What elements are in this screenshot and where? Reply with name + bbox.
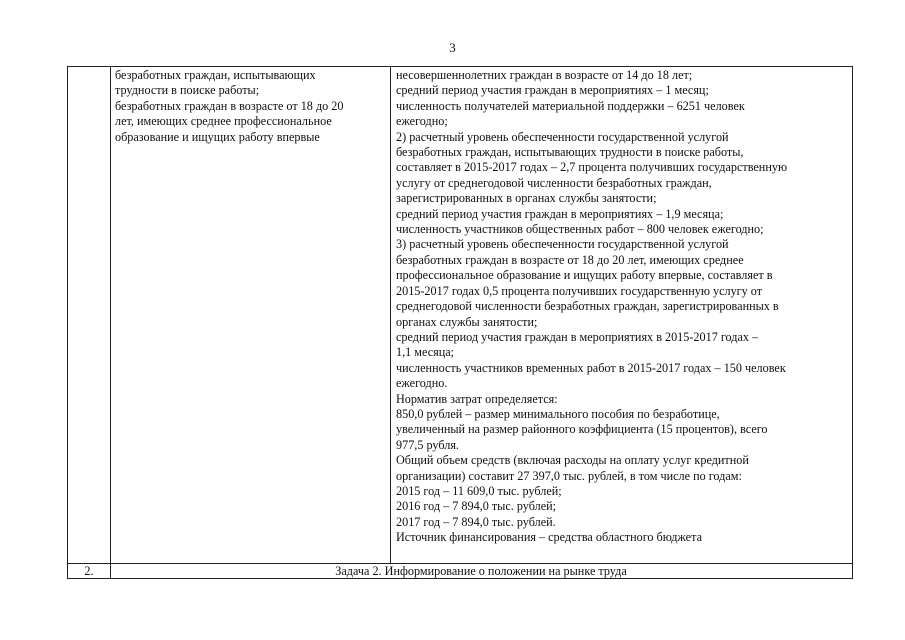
cell-line: безработных граждан в возрасте от 18 до 20 лет, имеющих среднее (396, 252, 744, 267)
cell-line: 2016 год – 7 894,0 тыс. рублей; (396, 499, 557, 514)
cell-line: 977,5 рубля. (396, 437, 459, 452)
cell-line: услугу от среднегодовой численности безработных граждан, (396, 175, 712, 190)
cell-line: профессиональное образование и ищущих работу впервые, составляет в (396, 268, 773, 283)
cell-line: безработных граждан, испытывающих трудности в поиске работы, (396, 145, 744, 160)
cell-line: численность получателей материальной поддержки – 6251 человек (396, 98, 745, 113)
cell-line: организации) составит 27 397,0 тыс. рублей, в том числе по годам: (396, 468, 742, 483)
cell-line: численность участников общественных работ – 800 человек ежегодно; (396, 222, 764, 237)
row-number: 2. (84, 564, 94, 578)
page-number: 3 (449, 40, 456, 55)
cell-line: несовершеннолетних граждан в возрасте от 14 до 18 лет; (396, 68, 693, 82)
cell-line: трудности в поиске работы; (115, 83, 260, 98)
program-table (67, 66, 853, 579)
cell-line: увеличенный на размер районного коэффициента (15 процентов), всего (396, 422, 768, 437)
cell-line: 3) расчетный уровень обеспеченности государственной услугой (396, 237, 729, 252)
cell-line: среднегодовой численности безработных граждан, зарегистрированных в (396, 299, 779, 314)
target-groups-cell (115, 68, 343, 145)
cell-line: 2017 год – 7 894,0 тыс. рублей. (396, 514, 556, 529)
cell-line: средний период участия граждан в мероприятиях – 1 месяц; (396, 83, 709, 98)
task-title: Задача 2. Информирование о положении на рынке труда (335, 564, 627, 578)
cell-line: лет, имеющих среднее профессиональное (115, 114, 332, 129)
cell-line: 2015 год – 11 609,0 тыс. рублей; (396, 483, 562, 498)
cell-line: зарегистрированных в органах службы занятости; (396, 191, 657, 206)
cell-line: Общий объем средств (включая расходы на оплату услуг кредитной (396, 453, 749, 468)
cell-line: образование и ищущих работу впервые (115, 129, 320, 144)
cell-line: численность участников временных работ в 2015-2017 годах – 150 человек (396, 360, 786, 375)
cell-line: ежегодно; (396, 114, 448, 129)
cell-line: безработных граждан, испытывающих (115, 68, 316, 82)
cell-line: ежегодно. (396, 376, 448, 391)
cell-line: безработных граждан в возрасте от 18 до 20 (115, 98, 344, 113)
cell-line: органах службы занятости; (396, 314, 538, 329)
table-column-divider (110, 67, 111, 578)
cell-line: средний период участия граждан в мероприятиях в 2015-2017 годах – (396, 329, 759, 344)
cell-line: 850,0 рублей – размер минимального пособия по безработице, (396, 406, 720, 421)
cell-line: составляет в 2015-2017 годах – 2,7 процента получивших государственную (396, 160, 788, 175)
cell-line: средний период участия граждан в мероприятиях – 1,9 месяца; (396, 206, 724, 221)
cell-line: 1,1 месяца; (396, 345, 455, 360)
cell-line: 2015-2017 годах 0,5 процента получивших государственную услугу от (396, 283, 763, 298)
indicators-cell (396, 68, 787, 546)
cell-line: Источник финансирования – средства областного бюджета (396, 530, 702, 545)
cell-line: Норматив затрат определяется: (396, 391, 558, 406)
table-column-divider (390, 67, 391, 563)
cell-line: 2) расчетный уровень обеспеченности государственной услугой (396, 129, 729, 144)
scan-edge-artifact (895, 30, 903, 590)
